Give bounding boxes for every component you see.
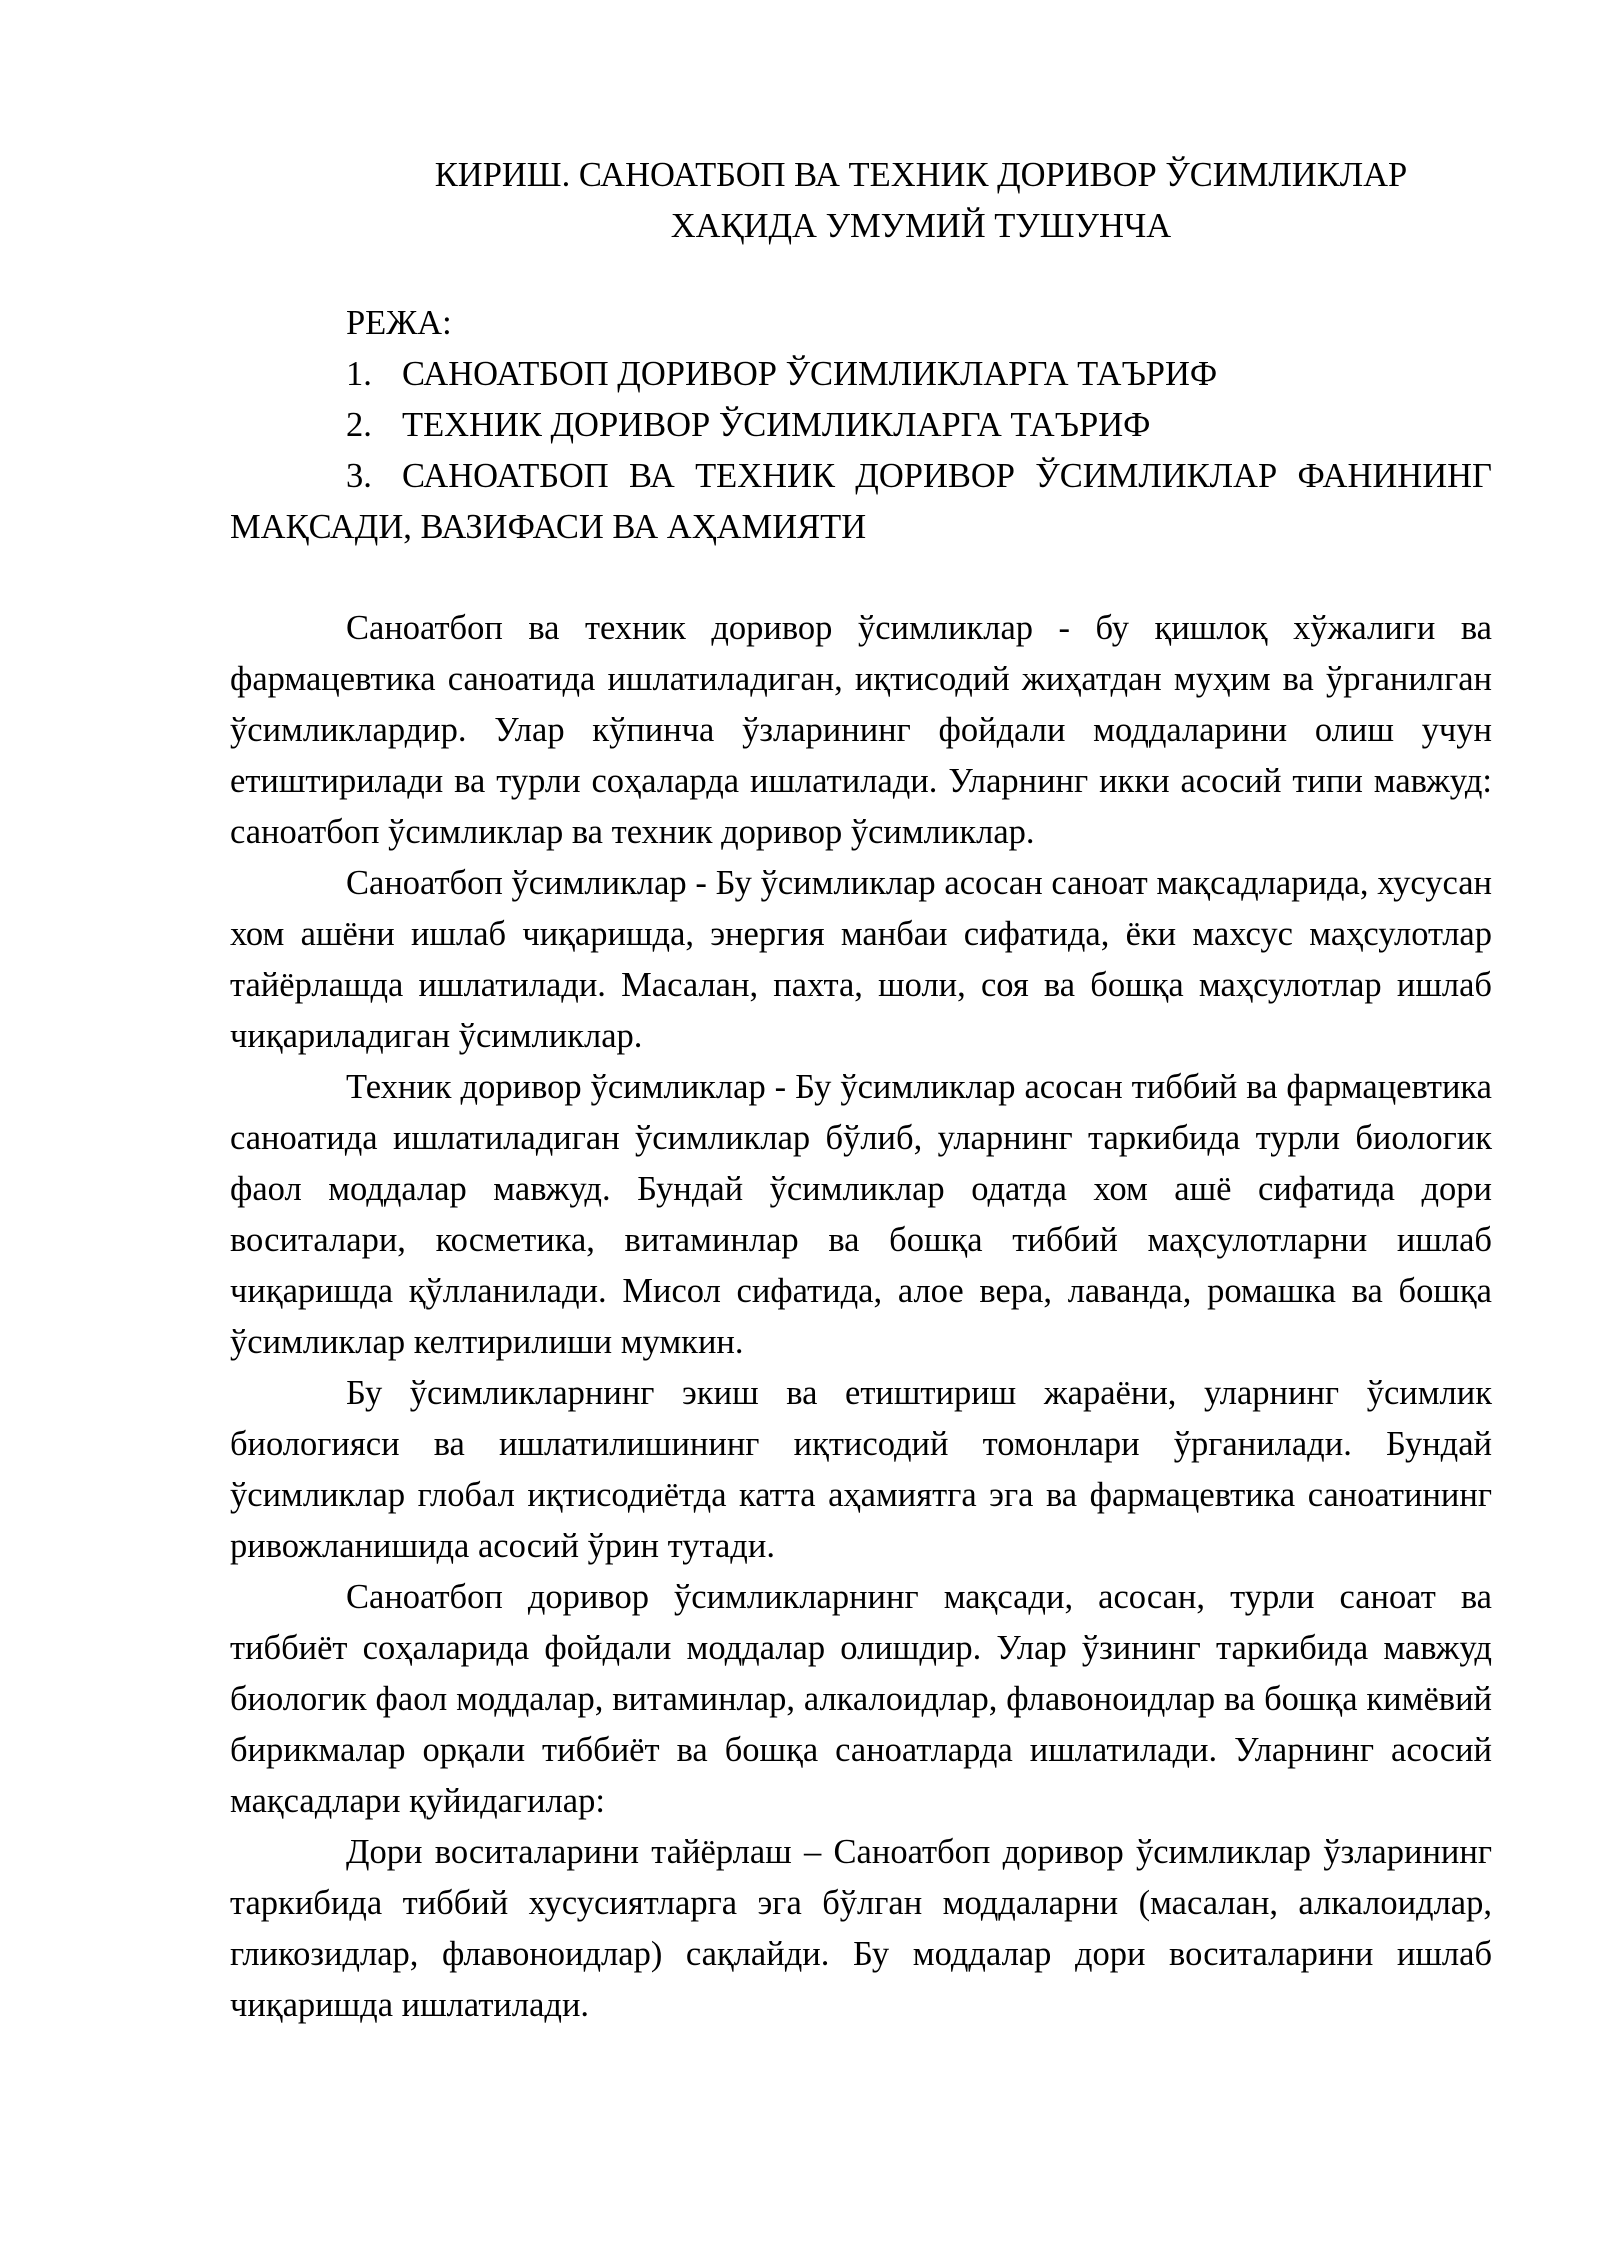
plan-item-1 xyxy=(230,349,1492,400)
document-title xyxy=(230,150,1492,252)
plan-item-number: 3. xyxy=(346,457,372,495)
paragraph-2: Саноатбоп ўсимликлар - Бу ўсимликлар асосан саноат мақсадларида, хусусан хом ашёни ишлаб чиқаришда, энергия манбаи сифатида, ёки махсус маҳсулотлар тайёрлашда ишлатилади. Масалан, пахта, шоли, соя ва бошқа маҳсулотлар ишлаб чиқариладиган ўсимликлар. xyxy=(230,864,1492,1055)
title-line-1: КИРИШ. САНОАТБОП ВА ТЕХНИК ДОРИВОР ЎСИМЛИКЛАР xyxy=(434,156,1408,194)
plan-section xyxy=(230,298,1492,553)
plan-item-text: САНОАТБОП ДОРИВОР ЎСИМЛИКЛАРГА ТАЪРИФ xyxy=(402,355,1218,393)
title-line-2: ХАҚИДА УМУМИЙ ТУШУНЧА xyxy=(670,207,1172,245)
plan-item-2 xyxy=(230,400,1492,451)
paragraph-1: Саноатбоп ва техник доривор ўсимликлар - бу қишлоқ хўжалиги ва фармацевтика саноатида ишлатиладиган, иқтисодий жиҳатдан муҳим ва ўрганилган ўсимликлардир. Улар кўпинча ўзларининг фойдали моддаларини олиш учун етиштирилади ва турли соҳаларда ишлатилади. Уларнинг икки асосий типи мавжуд: саноатбоп ўсимликлар ва техник доривор ўсимликлар. xyxy=(230,609,1492,851)
document-page xyxy=(230,150,1492,2031)
plan-item-number: 2. xyxy=(346,406,372,444)
plan-heading: РЕЖА: xyxy=(346,304,452,342)
plan-item-text: ТЕХНИК ДОРИВОР ЎСИМЛИКЛАРГА ТАЪРИФ xyxy=(402,406,1151,444)
plan-item-text: САНОАТБОП ВА ТЕХНИК ДОРИВОР ЎСИМЛИКЛАР ФАНИНИНГ МАҚСАДИ, ВАЗИФАСИ ВА АҲАМИЯТИ xyxy=(230,457,1492,546)
paragraph-3: Техник доривор ўсимликлар - Бу ўсимликлар асосан тиббий ва фармацевтика саноатида ишлатиладиган ўсимликлар бўлиб, уларнинг таркибида турли биологик фаол моддалар мавжуд. Бундай ўсимликлар одатда хом ашё сифатида дори воситалари, косметика, витаминлар ва бошқа тиббий маҳсулотларни ишлаб чиқаришда қўлланилади. Мисол сифатида, алое вера, лаванда, ромашка ва бошқа ўсимликлар келтирилиши мумкин. xyxy=(230,1068,1492,1361)
paragraph-5: Саноатбоп доривор ўсимликларнинг мақсади, асосан, турли саноат ва тиббиёт соҳаларида фойдали моддалар олишдир. Улар ўзининг таркибида мавжуд биологик фаол моддалар, витаминлар, алкалоидлар, флавоноидлар ва бошқа кимёвий бирикмалар орқали тиббиёт ва бошқа саноатларда ишлатилади. Уларнинг асосий мақсадлари қуйидагилар: xyxy=(230,1578,1492,1820)
paragraph-4: Бу ўсимликларнинг экиш ва етиштириш жараёни, уларнинг ўсимлик биологияси ва ишлатилишининг иқтисодий томонлари ўрганилади. Бундай ўсимликлар глобал иқтисодиётда катта аҳамиятга эга ва фармацевтика саноатининг ривожланишида асосий ўрин тутади. xyxy=(230,1374,1492,1565)
plan-item-3 xyxy=(230,451,1492,553)
plan-item-number: 1. xyxy=(346,355,372,393)
paragraph-6: Дори воситаларини тайёрлаш – Саноатбоп доривор ўсимликлар ўзларининг таркибида тиббий хусусиятларга эга бўлган моддаларни (масалан, алкалоидлар, гликозидлар, флавоноидлар) сақлайди. Бу моддалар дори воситаларини ишлаб чиқаришда ишлатилади. xyxy=(230,1833,1492,2024)
plan-list xyxy=(230,349,1492,553)
body-text xyxy=(230,603,1492,2031)
